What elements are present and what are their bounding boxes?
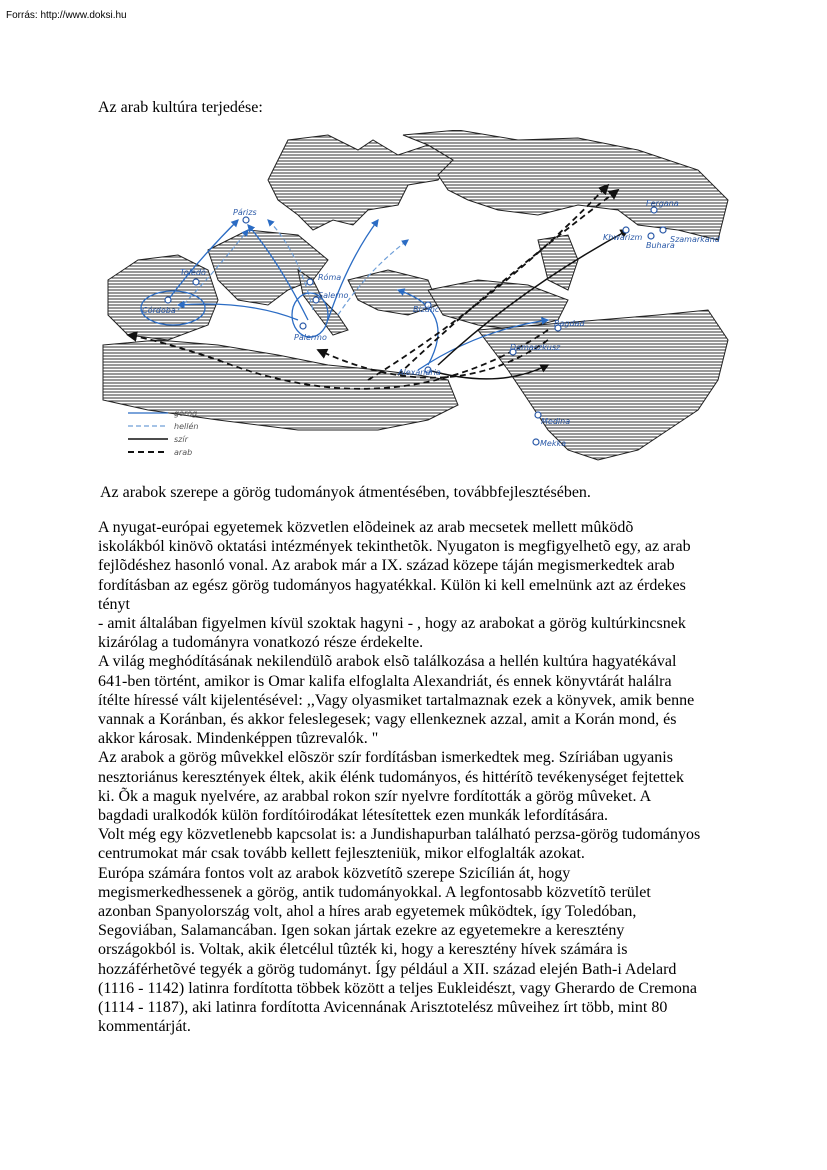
text-line: akkor károsak. Mindenképpen tûzrevalók. " xyxy=(98,730,379,748)
text-line: országokból is. Voltak, akik életcélul tûzték ki, hogy a keresztény hívek számára is xyxy=(98,941,628,959)
text-line: (1114 - 1187), aki latinra fordította Avicennának Arisztotelész mûveihez írt több, mint 80 xyxy=(98,999,668,1017)
text-line: kommentárját. xyxy=(98,1018,191,1036)
text-line: azonban Spanyolország volt, ahol a híres arab egyetemek mûködtek, így Toledóban, xyxy=(98,903,637,921)
text-line: iskolákból kinövõ oktatási intézmények tekinthetõk. Nyugaton is megfigyelhetõ egy, az arab xyxy=(98,538,691,556)
label-roma: Róma xyxy=(318,273,342,282)
legend-hellenic: hellén xyxy=(174,422,199,431)
body-text xyxy=(98,518,738,1036)
text-line: fejlõdéshez hasonló vonal. Az arabok már a IX. század közepe táján megismerkedtek arab xyxy=(98,557,675,575)
label-khwarizm: Khwarizm xyxy=(603,233,643,242)
text-line: A nyugat-európai egyetemek közvetlen elõdeinek az arab mecsetek mellett mûködõ xyxy=(98,519,634,536)
text-line: vannak a Koránban, és akkor feleslegesek; vagy ellenkeznek azzal, amit a Korán mond, és xyxy=(98,711,677,729)
text-line: kizárólag a tudományra vonatkozó része érdekelte. xyxy=(98,634,424,652)
text-line: - amit általában figyelmen kívül szoktak hagyni - , hogy az arabokat a görög kultúrkincsnek xyxy=(98,615,686,633)
label-bagdad: Bagdad xyxy=(554,319,585,328)
label-mekka: Mekka xyxy=(540,439,566,448)
text-line: tényt xyxy=(98,595,130,613)
label-palermo: Palermo xyxy=(294,333,327,342)
label-szamarkand: Szamarkand xyxy=(670,235,720,244)
text-line: ki. Õk a maguk nyelvére, az arabbal rokon szír nyelvre fordították a görög mûveket. A xyxy=(98,787,652,805)
label-bizanc: Bizánc xyxy=(413,305,440,314)
label-damaszkusz: Damaszkusz xyxy=(510,343,561,352)
text-line: Európa számára fontos volt az arabok közvetítõ szerepe Szicílián át, hogy xyxy=(98,864,571,882)
text-line: fordításban az egész görög tudományos hagyatékkal. Külön ki kell emelnünk azt az érdekes xyxy=(98,576,686,594)
label-medina: Medina xyxy=(541,417,571,426)
legend-arab: arab xyxy=(174,448,193,457)
map-figure xyxy=(98,130,732,470)
map-svg xyxy=(98,130,732,470)
text-line: bagdadi uralkodók külön fordítóirodákat létesítettek ezen munkák lefordítására. xyxy=(98,807,609,825)
map-caption: Az arabok szerepe a görög tudományok átmentésében, továbbfejlesztésében. xyxy=(100,484,591,501)
label-fergana: Fergana xyxy=(646,199,679,208)
label-toledo: Toledó xyxy=(180,268,206,277)
text-line: megismerkedhessenek a görög, antik tudományokkal. A legfontosabb közvetítõ terület xyxy=(98,883,651,901)
text-line: A világ meghódításának nekilendülõ arabok elsõ találkozása a hellén kultúra hagyatékával xyxy=(98,653,677,671)
label-buhara: Buhara xyxy=(646,241,675,250)
text-line: Segoviában, Salamancában. Igen sokan jártak ezekre az egyetemekre a keresztény xyxy=(98,922,625,940)
label-cordoba: Córdoba xyxy=(142,306,176,315)
text-line: nesztoriánus keresztények éltek, akik élénk tudományos, és hittérítõ tevékenységet fejtettek xyxy=(98,768,685,786)
text-line: hozzáférhetõvé tegyék a görög tudományt. Így például a XII. század elején Bath-i Adelard xyxy=(98,960,677,978)
label-alexandria: Alexandria xyxy=(398,368,441,377)
label-salerno: Salerno xyxy=(318,291,349,300)
text-line: (1116 - 1142) latinra fordította többek között a teljes Eukleidészt, vagy Gherardo de Cremona xyxy=(98,979,697,997)
map-legend xyxy=(128,409,198,457)
page-title: Az arab kultúra terjedése: xyxy=(98,99,263,116)
text-line: ítélte híressé vált kijelentésével: ,,Vagy olyasmiket tartalmaznak ezek a könyvek, amik benne xyxy=(98,691,695,709)
label-parizs: Párizs xyxy=(233,208,257,217)
legend-syriac: szír xyxy=(174,435,188,444)
text-line: centrumokat már csak tovább kellett fejleszteniük, mikor elfoglalták azokat. xyxy=(98,845,585,863)
source-url: Forrás: http://www.doksi.hu xyxy=(6,10,127,21)
legend-greek: görög xyxy=(174,409,198,418)
text-line: Volt még egy közvetlenebb kapcsolat is: a Jundishapurban található perzsa-görög tudományos xyxy=(98,826,701,844)
text-line: Az arabok a görög mûvekkel elõször szír fordításban ismerkedtek meg. Szíriában ugyanis xyxy=(98,749,673,767)
text-line: 641-ben történt, amikor is Omar kalifa elfoglalta Alexandriát, és ennek könyvtárát halálra xyxy=(98,672,672,690)
